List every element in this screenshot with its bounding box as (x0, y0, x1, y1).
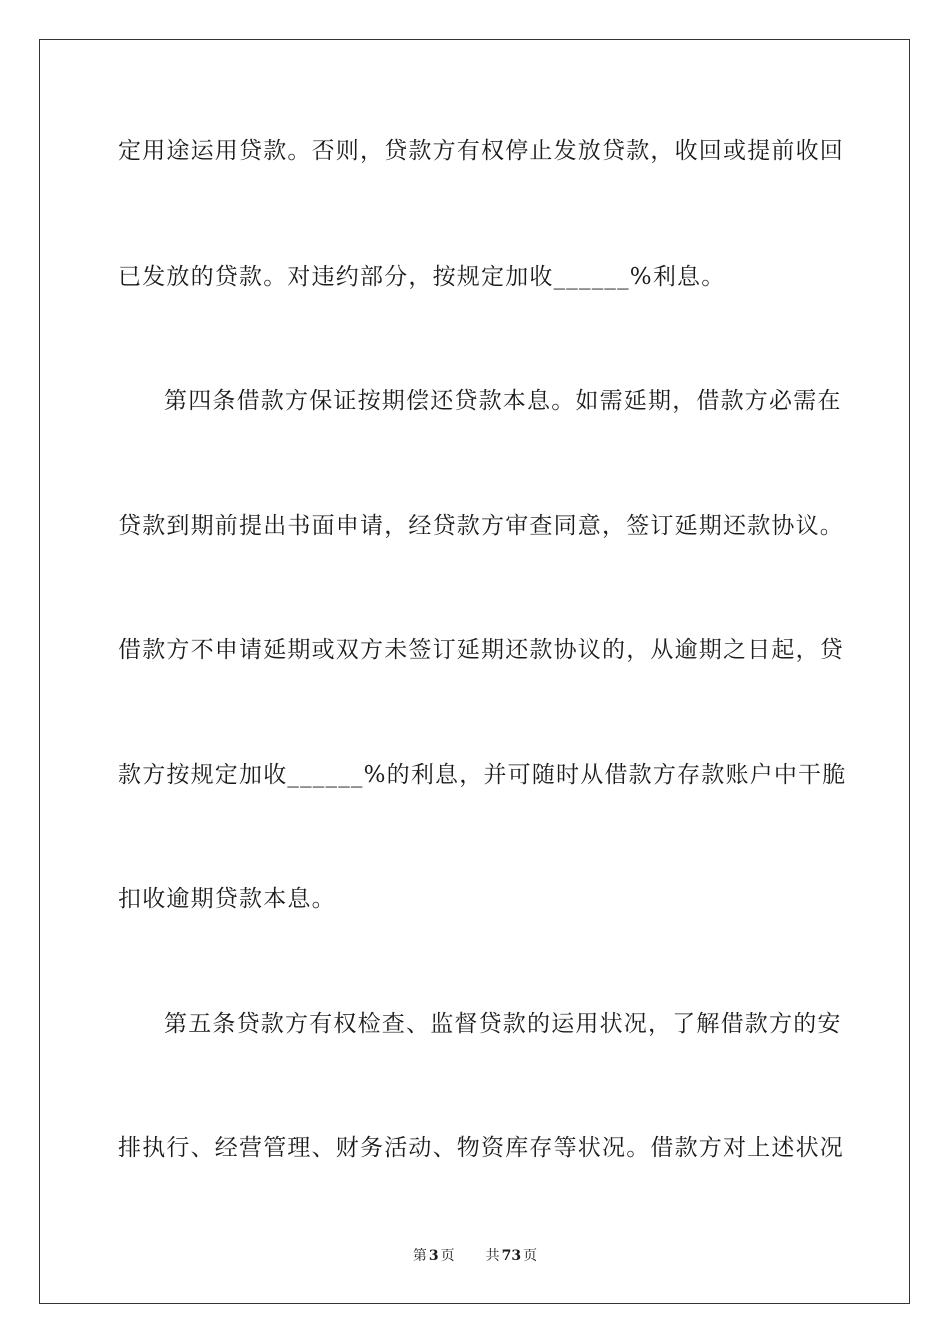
text-line-5: 借款方不申请延期或双方未签订延期还款协议的，从逾期之日起，贷 (118, 637, 844, 663)
text-line-4: 贷款到期前提出书面申请，经贷款方审查同意，签订延期还款协议。 (118, 513, 844, 539)
footer-page-prefix: 第 (412, 1248, 427, 1264)
text-line-9: 排执行、经营管理、财务活动、物资库存等状况。借款方对上述状况 (118, 1135, 844, 1161)
footer-page-number: 3 (428, 1248, 439, 1264)
text-line-3: 第四条借款方保证按期偿还贷款本息。如需延期，借款方必需在 (164, 388, 842, 414)
page-footer (0, 1247, 950, 1265)
text-line-6: 款方按规定加收______%的利息，并可随时从借款方存款账户中干脆 (118, 762, 847, 788)
text-line-1: 定用途运用贷款。否则，贷款方有权停止发放贷款，收回或提前收回 (118, 138, 844, 164)
footer-total-prefix: 共 (485, 1248, 500, 1264)
footer-page-suffix: 页 (440, 1248, 455, 1264)
footer-total-pages: 73 (501, 1248, 522, 1264)
page-border (39, 39, 910, 1304)
text-line-7: 扣收逾期贷款本息。 (118, 886, 336, 912)
text-line-8: 第五条贷款方有权检查、监督贷款的运用状况，了解借款方的安 (164, 1011, 842, 1037)
footer-total-suffix: 页 (523, 1248, 538, 1264)
text-line-2: 已发放的贷款。对违约部分，按规定加收______%利息。 (118, 264, 726, 290)
